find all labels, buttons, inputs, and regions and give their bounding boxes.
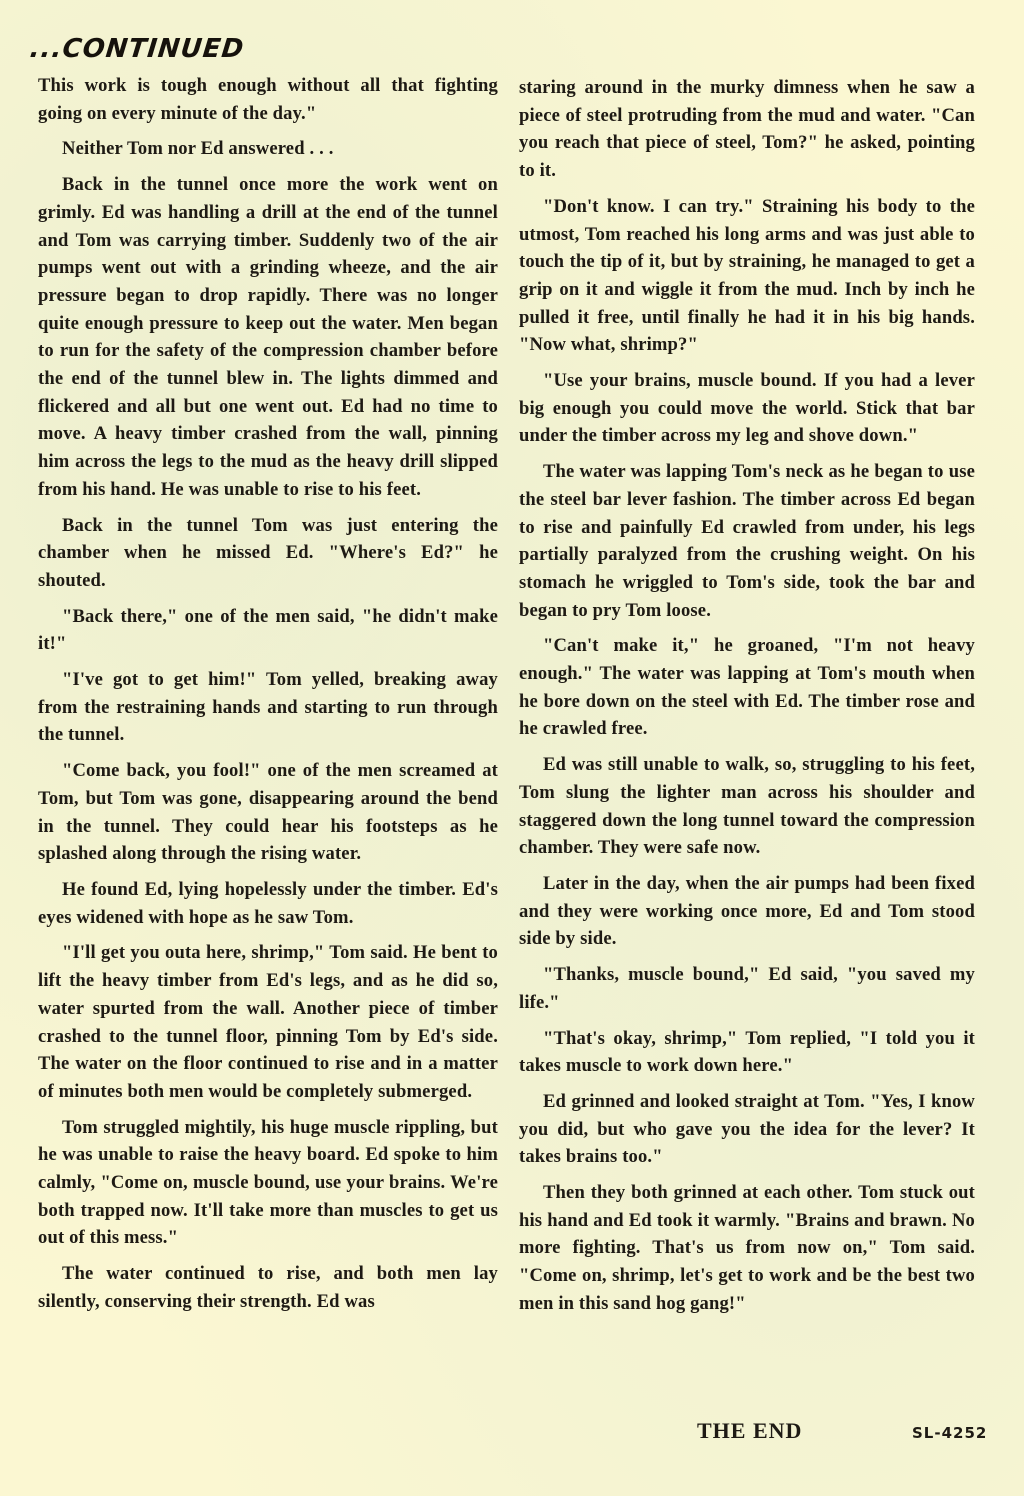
- paragraph: Back in the tunnel once more the work went on grimly. Ed was handling a drill at the end of the tunnel and Tom was carrying timber. Suddenly two of the air pumps went out with a grinding wheeze, and the air pressure began to drop rapidly. There was no longer quite enough pressure to keep out the water. Men began to run for the safety of the compression chamber before the end of the tunnel blew in. The lights dimmed and flickered and all but one went out. Ed had no time to move. A heavy timber crashed from the wall, pinning him across the legs to the mud as the heavy drill slipped from his hand. He was unable to rise to his feet.: [38, 174, 498, 500]
- paragraph: "Thanks, muscle bound," Ed said, "you saved my life.": [519, 964, 975, 1013]
- paragraph: Back in the tunnel Tom was just entering the chamber when he missed Ed. "Where's Ed?" he shouted.: [38, 514, 498, 591]
- paragraph: Ed grinned and looked straight at Tom. "Yes, I know you did, but who gave you the idea for the lever? It takes brains too.": [519, 1090, 975, 1168]
- paragraph: This work is tough enough without all that fighting going on every minute of the day.": [38, 75, 498, 124]
- left-column: [38, 72, 498, 1324]
- paragraph: staring around in the murky dimness when he saw a piece of steel protruding from the mud and water. "Can you reach that piece of steel, Tom?" he asked, pointing to it.: [519, 77, 975, 182]
- paragraph: Later in the day, when the air pumps had been fixed and they were working once more, Ed and Tom stood side by side.: [519, 872, 975, 950]
- paragraph: Neither Tom nor Ed answered . . .: [62, 138, 334, 160]
- paragraph: "Can't make it," he groaned, "I'm not heavy enough." The water was lapping at Tom's mouth when he bore down on the steel with Ed. The timber rose and he crawled free.: [519, 635, 975, 740]
- paragraph: "Don't know. I can try." Straining his body to the utmost, Tom reached his long arms and was just able to touch the tip of it, but by straining, he managed to get a grip on it and wiggle it from the mud. Inch by inch he pulled it free, until finally he had it in his big hands. "Now what, shrimp?": [519, 195, 975, 356]
- paragraph: "That's okay, shrimp," Tom replied, "I told you it takes muscle to work down here.": [519, 1027, 975, 1077]
- paragraph: The water continued to rise, and both men lay silently, conserving their strength. Ed was: [38, 1263, 498, 1312]
- paragraph: "Use your brains, muscle bound. If you had a lever big enough you could move the world. Stick that bar under the timber across my leg and shove down.": [519, 370, 975, 447]
- page-code: SL-4252: [912, 1424, 988, 1442]
- paragraph: "Come back, you fool!" one of the men screamed at Tom, but Tom was gone, disappearing around the bend in the tunnel. They could hear his footsteps as he splashed along through the rising water.: [38, 760, 498, 865]
- paragraph: Then they both grinned at each other. Tom stuck out his hand and Ed took it warmly. "Brains and brawn. No more fighting. That's us from now on," Tom said. "Come on, shrimp, let's get to work and be the best two men in this sand hog gang!": [519, 1182, 975, 1314]
- right-column: [519, 74, 975, 1326]
- paragraph: "I've got to get him!" Tom yelled, breaking away from the restraining hands and starting to run through the tunnel.: [38, 669, 498, 746]
- paragraph: Ed was still unable to walk, so, struggling to his feet, Tom slung the lighter man across his shoulder and staggered down the long tunnel toward the compression chamber. They were safe now.: [519, 754, 975, 859]
- the-end-label: THE END: [697, 1418, 803, 1443]
- paragraph: The water was lapping Tom's neck as he began to use the steel bar lever fashion. The timber across Ed began to rise and painfully Ed crawled from under, his legs partially paralyzed from the crushing weight. On his stomach he wriggled to Tom's side, took the bar and began to pry Tom loose.: [519, 461, 975, 621]
- paragraph: He found Ed, lying hopelessly under the timber. Ed's eyes widened with hope as he saw Tom.: [38, 878, 498, 928]
- paragraph: Tom struggled mightily, his huge muscle rippling, but he was unable to raise the heavy board. Ed spoke to him calmly, "Come on, muscle bound, use your brains. We're both trapped now. It'll take more than muscles to get us out of this mess.": [38, 1116, 498, 1249]
- paragraph: "I'll get you outa here, shrimp," Tom said. He bent to lift the heavy timber from Ed's legs, and as he did so, water spurted from the wall. Another piece of timber crashed to the tunnel floor, pinning Tom by Ed's side. The water on the floor continued to rise and in a matter of minutes both men would be completely submerged.: [38, 942, 498, 1102]
- continued-heading: ...CONTINUED: [28, 34, 246, 64]
- paragraph: "Back there," one of the men said, "he didn't make it!": [38, 605, 498, 655]
